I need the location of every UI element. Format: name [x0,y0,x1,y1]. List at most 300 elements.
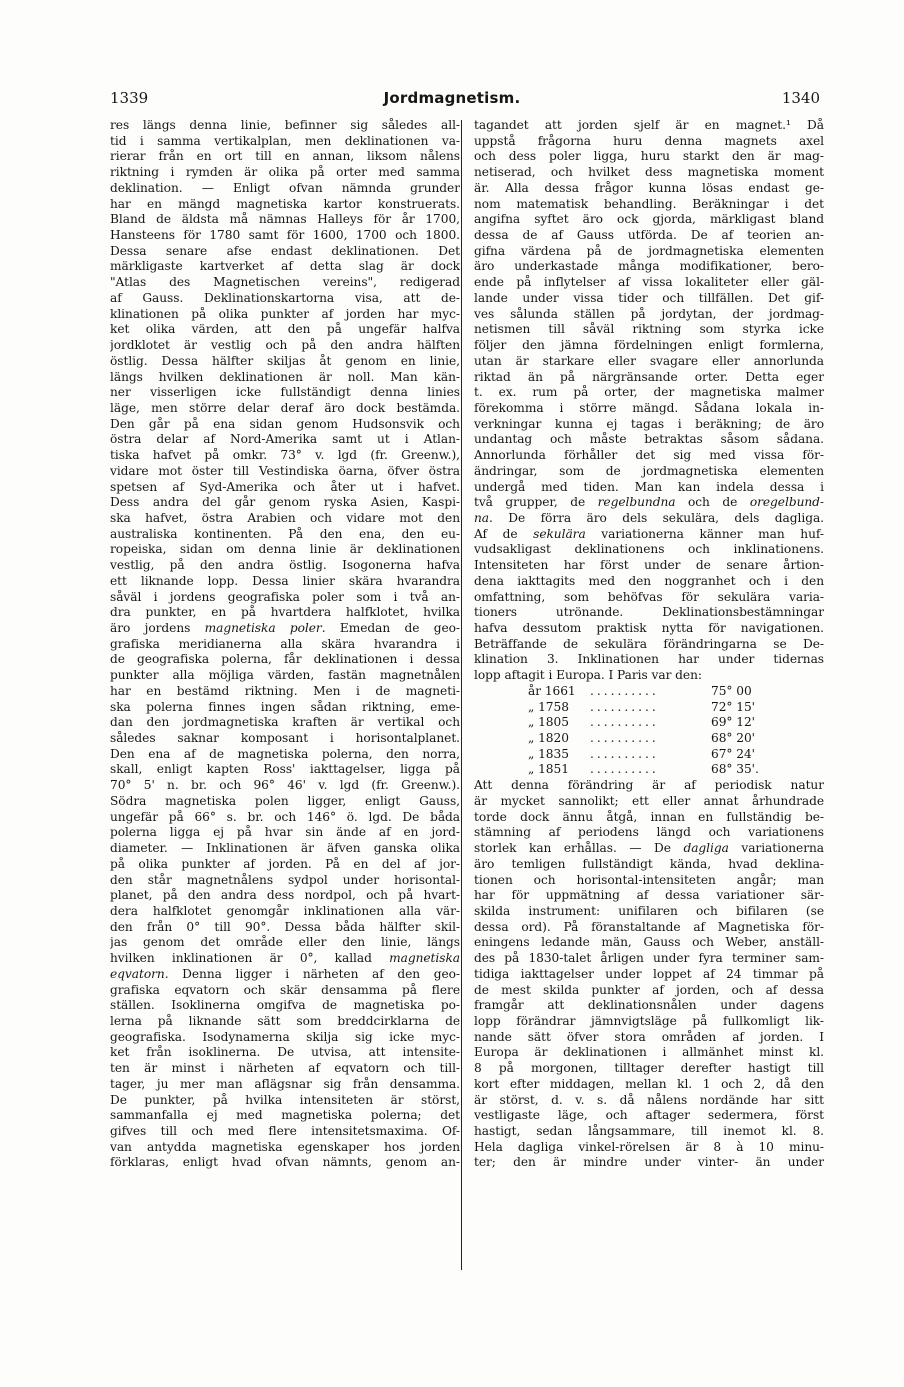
text-run: 8 på morgonen, tilltager derefter hastigt till [474,1061,824,1076]
text-line [474,259,824,275]
text-line [110,542,460,558]
text-line [474,244,824,260]
text-line [474,480,824,496]
text-line [110,825,460,841]
text-run: variationerna känner man huf- [585,526,824,541]
text-run: märkligaste kartverket af detta slag är dock [110,259,460,274]
text-line [110,244,460,260]
text-line [110,684,460,700]
text-line [110,967,460,983]
text-run: hafva dessutom praktisk nytta för navigationen. [474,621,824,635]
text-line [110,998,460,1014]
text-run: diameter. — Inklinationen är äfven ganska olika [110,841,460,856]
text-line [474,825,824,841]
inclination-table [474,684,824,778]
text-run: verkningar kunna ej tagas i beräkning; de äro [474,416,824,431]
value-cell: 68° 20' [711,731,755,746]
text-run: och dess poler ligga, huru starkt den är mag- [474,149,824,164]
text-line [110,904,460,920]
text-run: ende på inflytelser af vissa lokaliteter eller gäl- [474,275,824,290]
text-run: Den går på ena sidan genom Hudsonsvik och [110,416,460,431]
text-run: De punkter, på hvilka intensiteten är störst, [110,1092,460,1107]
text-run: polerna ligga ej på hvar sin ände af en jord- [110,825,460,840]
text-line [474,621,824,637]
text-run: tager, ju mer man aflägsnar sig från densamma. [110,1076,460,1091]
text-line [474,432,824,448]
italic-term: sekulära [533,526,586,541]
table-row [474,731,824,747]
text-line [110,762,460,778]
text-run: ändringar, som de jordmagnetiska elementen [474,463,824,478]
text-run: lande under vissa tider och tillfällen. Det gif- [474,290,824,305]
italic-term: oregelbund- [749,495,824,510]
text-run: dan den jordmagnetiska kraften är vertikal och [110,715,460,730]
text-line [110,951,460,967]
text-run: två grupper, de [474,495,598,510]
text-line [110,291,460,307]
text-line [110,778,460,794]
right-column-lower-text [474,778,824,1171]
text-run: är störst, d. v. s. då nålens nordände har sitt [474,1092,824,1107]
column-divider [461,120,462,1270]
text-line [110,1093,460,1109]
text-run: ket från isoklinerna. De utvisa, att intensite- [110,1045,460,1060]
text-line [110,1061,460,1077]
text-line [474,590,824,606]
text-line [474,904,824,920]
text-line [110,448,460,464]
text-run: dena iakttagits med den noggranhet och i den [474,573,824,588]
text-run: ten är minst i närheten af eqvatorn och till- [110,1061,460,1076]
text-line [474,1093,824,1109]
text-line [474,1045,824,1061]
text-line [110,149,460,165]
text-run: jordklotet är vestlig och på den andra hälften [110,338,460,353]
text-line [474,1108,824,1124]
text-line [474,935,824,951]
year-cell: „ 1835 [528,746,569,761]
text-line [474,527,824,543]
text-line [474,307,824,323]
text-line [110,794,460,810]
italic-term: na [474,510,490,525]
text-line [474,118,824,134]
text-run: riktning i rymden är olika på orter med samma [110,165,460,180]
text-line [110,322,460,338]
text-line [110,307,460,323]
text-run: östra delar af Nord-Amerika samt ut i Atlan- [110,432,460,447]
text-run: Europa är deklinationen i allmänhet minst kl. [474,1045,824,1060]
table-row [474,762,824,778]
text-line [110,259,460,275]
text-line [474,165,824,181]
text-run: stämning af periodens längd och variationens [474,825,824,840]
text-run: australiska kontinenten. På den ena, den eu- [110,526,460,541]
text-line [474,181,824,197]
text-run: förekomma i större mängd. Sådana lokala in- [474,400,824,415]
text-run: jas genom det område eller den linie, längs [110,935,460,950]
page-number-left: 1339 [110,89,149,107]
text-line [474,920,824,936]
text-line [474,574,824,590]
table-row [474,715,824,731]
text-line [110,747,460,763]
text-line [110,275,460,291]
text-run: lopp aftagit i Europa. I Paris var den: [474,668,702,683]
text-line [110,857,460,873]
italic-term: regelbundna [597,495,676,510]
text-line [110,354,460,370]
text-run: lerna på liknande sätt som breddcirklarna de [110,1013,460,1028]
text-run: riktad än på närgränsande orter. Detta eger [474,369,824,384]
text-run: ställen. Isoklinerna omgifva de magnetiska po- [110,998,460,1013]
italic-term: magnetiska [389,951,460,966]
text-run: kort efter middagen, mellan kl. 1 och 2, då den [474,1076,824,1091]
text-run: des på 1830-talet årligen under fyra terminer sam- [474,951,824,966]
text-run: tiska hafvet på omkr. 73° v. lgd (fr. Greenw.), [110,448,460,463]
text-line [474,998,824,1014]
text-line [110,212,460,228]
text-run: ropeiska, sidan om denna linie är deklinationen [110,542,460,557]
text-run: geografiska. Isodynamerna skilja sig icke myc- [110,1029,460,1044]
text-line [474,511,824,527]
text-run: . Denna ligger i närheten af den geo- [164,966,460,981]
text-run: dera halfklotet genomgår inklinationen alla vär- [110,903,460,918]
text-run: eningens ledande män, Gauss och Weber, anställ- [474,935,824,950]
text-line [110,700,460,716]
text-run: Dess andra del går genom ryska Asien, Kaspi- [110,495,460,510]
text-run: vidare mot öster till Vestindiska öarna, öfver östra [110,463,460,478]
text-run: utan är starkare eller svagare eller annorlunda [474,353,824,368]
value-cell: 72° 15' [711,699,755,714]
text-run: Att denna förändring är af periodisk natur [474,778,824,793]
text-line [110,920,460,936]
text-run: tid i samma vertikalplan, men deklinationen va- [110,133,460,148]
text-run: Den ena af de magnetiska polerna, den norra, [110,746,460,761]
text-line [110,1108,460,1124]
text-run: nom matematisk behandling. Beräkningar i det [474,196,824,211]
text-run: hvilken inklinationen är 0°, kallad [110,951,390,966]
text-run: punkter alla möjliga värden, fastän magnetnålen [110,668,460,683]
text-line [474,637,824,653]
text-run: är. Alla dessa frågor kunna lösas endast ge- [474,180,824,195]
text-run: skall, enligt kapten Ross' iakttagelser, ligga på [110,762,460,777]
text-run: vestlig, på den andra östlig. Isogonerna hafva [110,558,460,573]
text-line [474,370,824,386]
text-run: deklination. — Enligt ofvan nämnda grunder [110,180,460,195]
text-run: således saknar komposant i horisontalplanet. [110,731,460,746]
text-line [110,338,460,354]
text-line [110,432,460,448]
text-line [474,149,824,165]
text-line [474,448,824,464]
text-run: torde dock ännu åtgå, innan en fullständig be- [474,809,824,824]
right-column-upper-text [474,118,824,684]
text-line [110,810,460,826]
left-text-column [110,118,460,1171]
text-line [110,527,460,543]
text-line [474,322,824,338]
text-run: ves sålunda ställen på jordytan, der jordmag- [474,306,824,321]
text-line [474,951,824,967]
italic-term: eqvatorn [110,966,165,981]
text-run: Hansteens för 1780 samt för 1600, 1700 och 1800. [110,228,460,243]
text-line [110,197,460,213]
text-run: Södra magnetiska polen ligger, enligt Gauss, [110,793,460,808]
text-line [110,558,460,574]
text-line [110,511,460,527]
text-run: hastigt, sedan långsammare, till inemot kl. 8. [474,1124,824,1138]
text-run: äro underkastade många modifikationer, bero- [474,259,824,274]
right-text-column [474,118,824,1171]
text-line [474,385,824,401]
text-run: planet, på den andra dess nordpol, och på hvart- [110,888,460,903]
leader-dots: .......... [590,746,659,761]
text-line [110,134,460,150]
text-line [110,228,460,244]
text-line [110,715,460,731]
table-row [474,700,824,716]
value-cell: 68° 35'. [711,762,759,777]
text-run: Bland de äldsta må nämnas Halleys för år 1700, [110,212,460,227]
text-line [110,1014,460,1030]
text-run: storlek kan erhållas. — De [474,841,684,856]
text-run: har en mängd magnetiska kartor konstruerats. [110,196,460,211]
text-run: sammanfalla ej med magnetiska polerna; det [110,1108,460,1123]
text-line [474,401,824,417]
text-line [110,480,460,496]
text-line [474,1014,824,1030]
text-line [110,118,460,134]
text-line [474,605,824,621]
text-line [110,1124,460,1140]
text-run: ungefär på 66° s. br. och 146° ö. lgd. De båda [110,809,460,824]
text-line [110,590,460,606]
text-run: den från 0° till 90°. Dessa båda hälfter skil- [110,919,460,934]
text-line [474,1030,824,1046]
text-line [474,558,824,574]
text-line [474,354,824,370]
text-run: Intensiteten har först under de senare årtion- [474,558,824,573]
text-line [474,197,824,213]
text-run: har en bestämd riktning. Men i de magneti- [110,683,460,698]
text-line [474,841,824,857]
text-run: t. ex. rum på orter, der magnetiska malmer [474,385,824,400]
text-run: spetsen af Syd-Amerika och åter ut i hafvet. [110,479,460,494]
text-run: äro jordens [110,621,205,635]
text-line [474,810,824,826]
text-run: den står magnetnålens sydpol under horisontal- [110,872,460,887]
text-run: ter; den är mindre under vinter- än under [474,1155,824,1170]
text-run: ner visserligen icke fullständigt denna linies [110,385,460,400]
text-run: skilda instrument: unifilaren och bifilaren (se [474,903,824,918]
text-line [110,605,460,621]
text-run: van antydda magnetiska egenskaper hos jorden [110,1139,460,1154]
text-line [110,385,460,401]
text-line [474,873,824,889]
value-cell: 75° 00 [711,683,752,698]
italic-term: dagliga [683,841,729,856]
text-line [474,1061,824,1077]
text-line [110,621,460,637]
leader-dots: .......... [590,715,659,730]
text-run: ett liknande lopp. Dessa linier skära hvarandra [110,573,460,588]
text-line [110,652,460,668]
text-run: netismen till såväl riktning som styrka icke [474,322,824,337]
text-run: tionen och horisontal-intensiteten angår; man [474,872,824,887]
italic-term: magnetiska poler [204,621,322,635]
leader-dots: .......... [590,699,659,714]
text-run: 70° 5' n. br. och 96° 46' v. lgd (fr. Greenw.). [110,778,460,793]
text-run: såväl i jordens geografiska poler som i två an- [110,589,460,604]
text-line [110,983,460,999]
leader-dots: .......... [590,731,659,746]
text-run: lopp förändrar jämnvigtsläge på fullkomligt lik- [474,1013,824,1028]
text-line [474,1155,824,1171]
text-line [110,165,460,181]
text-run: klinationen på olika punkter af jorden har myc- [110,306,460,321]
text-run: längs hvilken deklinationen är noll. Man kän- [110,369,460,384]
leader-dots: .......... [590,762,659,777]
value-cell: 67° 24' [711,746,755,761]
text-line [110,495,460,511]
text-line [110,637,460,653]
text-line [110,401,460,417]
text-line [474,967,824,983]
text-line [474,983,824,999]
text-run: Annorlunda förhåller det sig med vissa för- [474,448,824,463]
text-run: Af de [474,526,534,541]
text-run: uppstå frågorna huru denna magnets axel [474,133,824,148]
text-run: dessa ord). På föranstaltande af Magnetiska för- [474,919,824,934]
year-cell: „ 1851 [528,762,569,777]
text-line [474,857,824,873]
text-run: netiserad, och hvilket dess magnetiska moment [474,165,824,180]
text-line [110,464,460,480]
year-cell: „ 1805 [528,715,569,730]
text-line [110,417,460,433]
text-run: följer den jämna fördelningen enligt formlerna, [474,338,824,353]
text-run: . Emedan de geo- [321,621,460,635]
text-line [474,1140,824,1156]
text-run: Hela dagliga vinkel-rörelsen är 8 à 10 minu- [474,1139,824,1154]
text-line [110,731,460,747]
text-line [474,464,824,480]
text-run: på olika punkter af jorden. På en del af jor- [110,856,460,871]
text-line [110,1077,460,1093]
text-line [110,1045,460,1061]
text-run: variationerna [728,841,824,856]
text-run: Beträffande de sekulära förändringarna se De- [474,636,824,651]
text-line [110,668,460,684]
text-run: ska hafvet, östra Arabien och vidare mot den [110,510,460,525]
text-run: ska polerna finnes ingen sådan riktning, eme- [110,699,460,714]
text-line [474,888,824,904]
year-cell: „ 1758 [528,699,569,714]
text-line [110,841,460,857]
text-line [110,888,460,904]
text-run: vestligaste läge, och aftager sedermera, först [474,1108,824,1123]
text-run: res längs denna linie, befinner sig således all- [110,118,460,132]
text-line [110,370,460,386]
text-run: nande sätt öfver stora områden af jorden. I [474,1029,824,1044]
text-line [110,1155,460,1171]
text-run: grafiska eqvatorn och skär densamma på flere [110,982,460,997]
text-run: undergå med tiden. Man kan indela dessa i [474,479,824,494]
text-run: tagandet att jorden sjelf är en magnet.¹ Då [474,118,824,132]
text-line [474,778,824,794]
text-run: vudsakligast deklinationens och inklinationens. [474,542,824,557]
leader-dots: .......... [590,683,659,698]
text-line [474,275,824,291]
year-cell: år 1661 [528,683,576,698]
text-run: ket olika värden, att den på ungefär halfva [110,322,460,337]
text-line [474,495,824,511]
text-run: tioners utrönande. Deklinationsbestämningar [474,605,824,620]
text-line [110,873,460,889]
text-line [110,1140,460,1156]
text-run: undantag och måste betraktas såsom sådana. [474,432,824,447]
text-line [474,134,824,150]
text-run: klination 3. Inklinationen har under tidernas [474,652,824,667]
value-cell: 69° 12' [711,715,755,730]
page-title: Jordmagnetism. [383,89,521,107]
text-run: tidiga iakttagelser under loppet af 24 timmar på [474,966,824,981]
text-run: omfattning, som behöfvas för sekulära varia- [474,589,824,604]
text-line [474,417,824,433]
text-line [110,1030,460,1046]
text-line [474,794,824,810]
text-line [110,181,460,197]
table-row [474,684,824,700]
text-run: af Gauss. Deklinationskartorna visa, att de- [110,290,460,305]
text-run: gifna värdena på de jordmagnetiska elementen [474,243,824,258]
year-cell: „ 1820 [528,731,569,746]
text-line [474,1124,824,1140]
table-row [474,747,824,763]
text-run: "Atlas des Magnetischen vereins", redigerad [110,275,460,290]
text-run: läge, men större delar deraf äro dock bestämda. [110,400,460,415]
text-run: har för uppmätning af dessa variationer sär- [474,888,824,903]
text-run: grafiska meridianerna alla skära hvarandra i [110,636,460,651]
text-run: förklaras, enligt hvad ofvan nämnts, genom an- [110,1155,460,1170]
text-run: Dessa senare afse endast deklinationen. Det [110,243,460,258]
text-run: är mycket sannolikt; ett eller annat århundrade [474,793,824,808]
text-run: . De förra äro dels sekulära, dels dagliga. [489,510,824,525]
text-run: de mest skilda punkter af jorden, och af dessa [474,982,824,997]
text-line [474,338,824,354]
text-run: angifna syftet äro ock gjorda, märkligast bland [474,212,824,227]
text-run: gifves till och med flere intensitetsmaxima. Of- [110,1124,460,1138]
text-line [474,542,824,558]
text-line [474,291,824,307]
text-line [474,652,824,668]
text-run: rierar från en ort till en annan, liksom nålens [110,149,460,164]
text-line [474,228,824,244]
text-line [110,574,460,590]
text-line [474,212,824,228]
text-run: och de [675,495,750,510]
page-number-right: 1340 [781,89,820,107]
text-run: östlig. Dessa hälfter skiljas åt genom en linie, [110,353,460,368]
text-line [474,1077,824,1093]
text-run: framgår att deklinationsnålen under dagens [474,998,824,1013]
text-run: dra punkter, en på hvartdera halfklotet, hvilka [110,605,460,620]
text-run: dessa de af Gauss utförda. De af teorien an- [474,228,824,243]
text-run: äro temligen fullständigt kända, hvad deklina- [474,856,824,871]
text-line [474,668,824,684]
text-line [110,935,460,951]
